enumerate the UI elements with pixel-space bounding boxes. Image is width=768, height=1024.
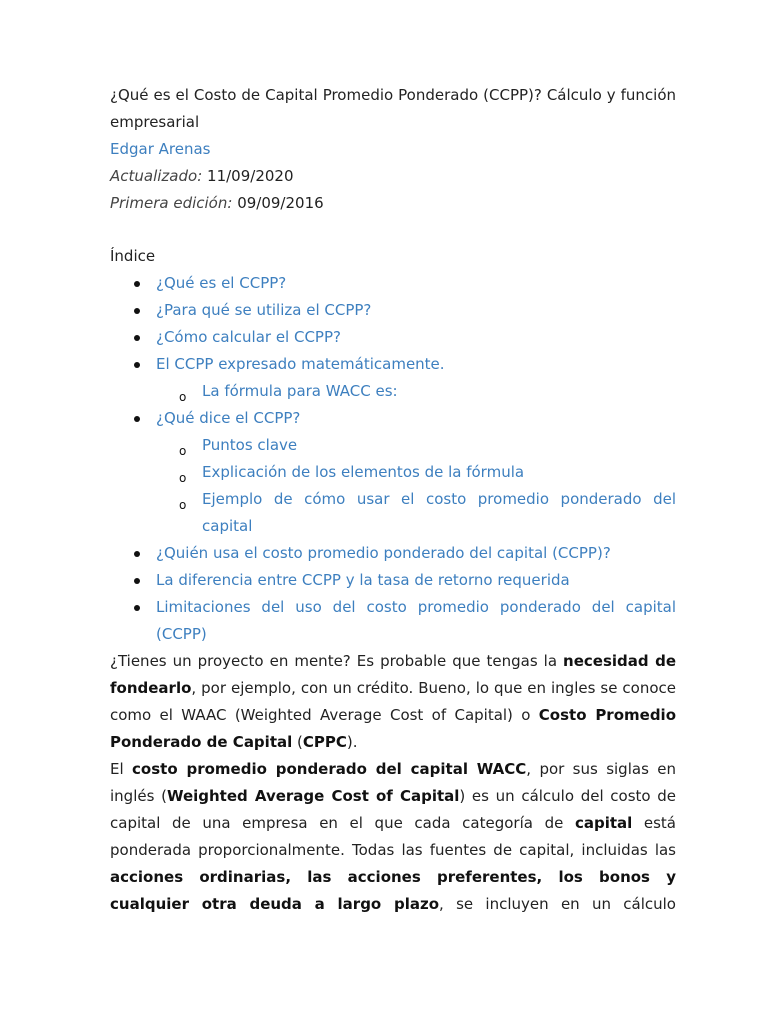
text-run: , por ejemplo, con un crédito. Bueno, lo que en ingles se conoce como el WAAC (Weighted Average Cost of Capital) o: [110, 679, 676, 724]
toc-link-puntos-clave[interactable]: Puntos clave: [202, 436, 298, 454]
toc-subitem: [110, 486, 676, 540]
bullet-icon: [134, 416, 140, 422]
bullet-icon: [134, 362, 140, 368]
document-content: [110, 82, 676, 918]
toc-sublist: [156, 432, 676, 540]
text-run: está ponderada proporcionalmente. Todas las fuentes de capital, incluidas las: [110, 814, 676, 859]
updated-line: [110, 163, 676, 190]
toc-heading: Índice: [110, 247, 156, 265]
toc-link-explicacion[interactable]: Explicación de los elementos de la fórmula: [202, 463, 525, 481]
toc-link-ejemplo[interactable]: Ejemplo de cómo usar el costo promedio ponderado del capital: [202, 490, 676, 535]
bold-text: capital: [574, 814, 633, 832]
toc-item: [110, 567, 676, 594]
toc-subitem: [110, 459, 676, 486]
bullet-icon: [134, 308, 140, 314]
toc-sublist: [156, 378, 676, 405]
toc-item: [110, 270, 676, 297]
first-edition-label: Primera edición:: [110, 194, 233, 212]
toc-link-expresado[interactable]: El CCPP expresado matemáticamente.: [156, 355, 445, 373]
toc-link-para-que[interactable]: ¿Para qué se utiliza el CCPP?: [156, 301, 372, 319]
updated-value: 11/09/2020: [207, 167, 294, 185]
table-of-contents: [110, 270, 676, 648]
text-run: ) es un cálculo del costo de capital de una empresa en el que cada categoría de: [110, 787, 676, 832]
toc-subitem: [110, 378, 676, 405]
definition-paragraph: [110, 756, 676, 918]
toc-item: [110, 351, 676, 405]
bullet-icon: [134, 605, 140, 611]
bold-text: necesidad de fondearlo: [110, 652, 677, 697]
toc-link-formula[interactable]: La fórmula para WACC es:: [202, 382, 398, 400]
text-run: , por sus siglas en inglés (: [110, 760, 676, 805]
toc-subitem: [110, 432, 676, 459]
circle-bullet-icon: o: [179, 498, 187, 512]
bullet-icon: [134, 335, 140, 341]
toc-link-que-dice[interactable]: ¿Qué dice el CCPP?: [156, 409, 301, 427]
circle-bullet-icon: o: [179, 444, 187, 458]
bullet-icon: [134, 551, 140, 557]
toc-link-limitaciones[interactable]: Limitaciones del uso del costo promedio ponderado del capital (CCPP): [156, 598, 676, 643]
bold-text: costo promedio ponderado del capital WACC: [132, 760, 527, 778]
updated-label: Actualizado:: [110, 167, 203, 185]
toc-item: [110, 540, 676, 567]
bullet-icon: [134, 578, 140, 584]
toc-item: [110, 594, 676, 648]
intro-paragraph: [110, 648, 676, 756]
toc-link-como-calcular[interactable]: ¿Cómo calcular el CCPP?: [156, 328, 341, 346]
first-edition-value: 09/09/2016: [237, 194, 324, 212]
circle-bullet-icon: o: [179, 471, 187, 485]
circle-bullet-icon: o: [179, 390, 187, 404]
toc-link-diferencia[interactable]: La diferencia entre CCPP y la tasa de retorno requerida: [156, 571, 570, 589]
toc-item: [110, 297, 676, 324]
text-run: El: [110, 760, 133, 778]
bold-text: Weighted Average Cost of Capital: [166, 787, 460, 805]
toc-link-quien-usa[interactable]: ¿Quién usa el costo promedio ponderado del capital (CCPP)?: [156, 544, 611, 562]
author-link[interactable]: Edgar Arenas: [110, 140, 211, 158]
toc-item: [110, 324, 676, 351]
text-run: , se incluyen en un cálculo: [439, 895, 676, 913]
text-run: ¿Tienes un proyecto en mente? Es probable que tengas la: [110, 652, 564, 670]
text-run: (: [292, 733, 303, 751]
toc-item: [110, 405, 676, 540]
bullet-icon: [134, 281, 140, 287]
bold-text: Costo Promedio Ponderado de Capital: [110, 706, 676, 751]
toc-link-que-es[interactable]: ¿Qué es el CCPP?: [156, 274, 287, 292]
text-run: ).: [346, 733, 358, 751]
bold-text: CPPC: [302, 733, 347, 751]
first-edition-line: [110, 190, 676, 217]
bold-text: acciones ordinarias, las acciones preferentes, los bonos y cualquier otra deuda a largo plazo: [110, 868, 676, 913]
spacer: [110, 217, 676, 243]
article-title: ¿Qué es el Costo de Capital Promedio Ponderado (CCPP)? Cálculo y función empresarial: [110, 86, 676, 131]
